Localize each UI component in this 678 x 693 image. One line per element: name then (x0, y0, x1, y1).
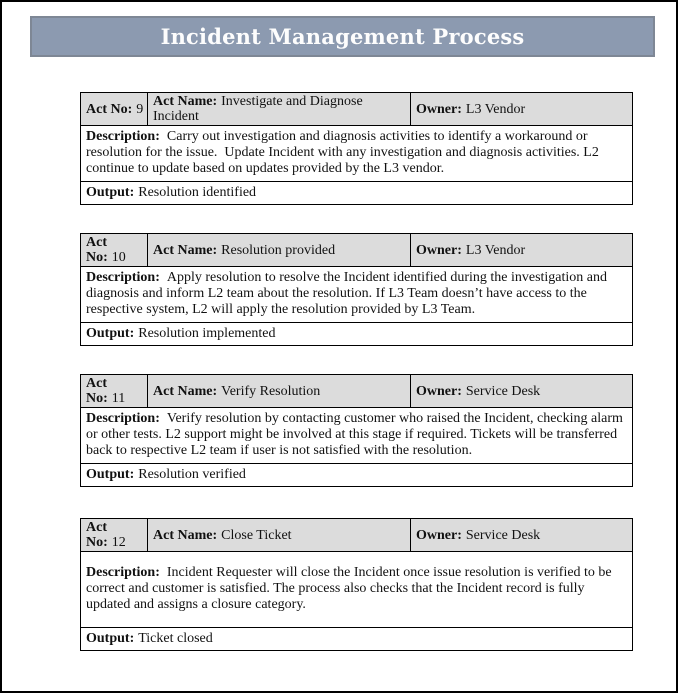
act-name-label: Act Name: (153, 383, 218, 399)
output-label: Output: (86, 467, 135, 482)
act-no-value: 9 (136, 101, 144, 117)
act-name-cell (148, 234, 411, 267)
owner-label: Owner: (416, 527, 462, 543)
output-cell (81, 464, 633, 487)
description-value: Incident Requester will close the Incident once issue resolution is verified to be correct and customer is satisfied. The process also checks that the Incident record is fully updated and assigns a closure category. (86, 565, 616, 612)
act-name-value: Close Ticket (221, 527, 292, 543)
act-no-value: 11 (111, 391, 126, 406)
owner-cell (411, 93, 633, 126)
description-label: Description: (86, 270, 160, 285)
output-value: Resolution verified (138, 467, 246, 482)
activity-table-12 (80, 518, 633, 651)
act-no-cell (81, 375, 148, 408)
output-value: Resolution identified (138, 185, 257, 200)
activity-description-row (81, 267, 633, 323)
output-label: Output: (86, 326, 135, 341)
owner-cell (411, 234, 633, 267)
activity-output-row (81, 628, 633, 651)
description-label: Description: (86, 565, 160, 580)
act-no-value: 10 (111, 250, 126, 265)
owner-label: Owner: (416, 242, 462, 258)
act-name-cell (148, 519, 411, 552)
description-cell (81, 267, 633, 323)
owner-cell (411, 375, 633, 408)
act-name-label: Act Name: (153, 94, 218, 109)
activity-description-row (81, 552, 633, 628)
activity-header-row (81, 519, 633, 552)
owner-cell (411, 519, 633, 552)
act-no-cell (81, 234, 148, 267)
description-label: Description: (86, 411, 160, 426)
owner-value: Service Desk (465, 527, 541, 543)
owner-label: Owner: (416, 101, 462, 117)
owner-value: L3 Vendor (465, 242, 526, 258)
activity-header-row (81, 234, 633, 267)
activity-header-row (81, 375, 633, 408)
title-bar (30, 16, 655, 57)
page-title: Incident Management Process (160, 24, 525, 49)
act-name-value: Verify Resolution (221, 383, 321, 399)
act-no-label: Act No: (86, 101, 133, 117)
activity-output-row (81, 323, 633, 346)
output-value: Ticket closed (138, 631, 213, 646)
output-cell (81, 182, 633, 205)
output-cell (81, 628, 633, 651)
owner-value: Service Desk (465, 383, 541, 399)
act-name-cell (148, 375, 411, 408)
act-no-cell (81, 93, 148, 126)
description-value: Verify resolution by contacting customer who raised the Incident, checking alarm or other tests. L2 support might be involved at this stage if required. Tickets will be transferred back to respective L2 team if user is not satisfied with the resolution. (86, 411, 627, 458)
output-label: Output: (86, 631, 135, 646)
act-no-cell (81, 519, 148, 552)
description-cell (81, 408, 633, 464)
act-name-label: Act Name: (153, 527, 218, 543)
activity-output-row (81, 464, 633, 487)
act-name-cell (148, 93, 411, 126)
description-label: Description: (86, 129, 160, 144)
activity-table-11 (80, 374, 633, 487)
owner-label: Owner: (416, 383, 462, 399)
output-label: Output: (86, 185, 135, 200)
act-name-value: Investigate and Diagnose Incident (153, 94, 367, 124)
description-value: Carry out investigation and diagnosis activities to identify a workaround or resolution for the issue. Update Incident with any investigation and diagnosis activities. L2 continue to update based on updates provided by the L3 vendor. (86, 129, 603, 176)
output-value: Resolution implemented (138, 326, 276, 341)
output-cell (81, 323, 633, 346)
activity-description-row (81, 126, 633, 182)
act-no-label: Act No: (86, 520, 111, 550)
owner-value: L3 Vendor (465, 101, 526, 117)
description-cell (81, 552, 633, 628)
act-name-value: Resolution provided (221, 242, 336, 258)
description-cell (81, 126, 633, 182)
act-no-value: 12 (111, 535, 126, 550)
activity-output-row (81, 182, 633, 205)
activity-header-row (81, 93, 633, 126)
activity-table-9 (80, 92, 633, 205)
activity-description-row (81, 408, 633, 464)
activity-table-10 (80, 233, 633, 346)
act-no-label: Act No: (86, 235, 111, 265)
description-value: Apply resolution to resolve the Incident identified during the investigation and diagnosis and inform L2 team about the resolution. If L3 Team doesn’t have access to the respective system, L2 will apply the resolution provided by L3 Team. (86, 270, 611, 317)
act-name-label: Act Name: (153, 242, 218, 258)
act-no-label: Act No: (86, 376, 111, 406)
